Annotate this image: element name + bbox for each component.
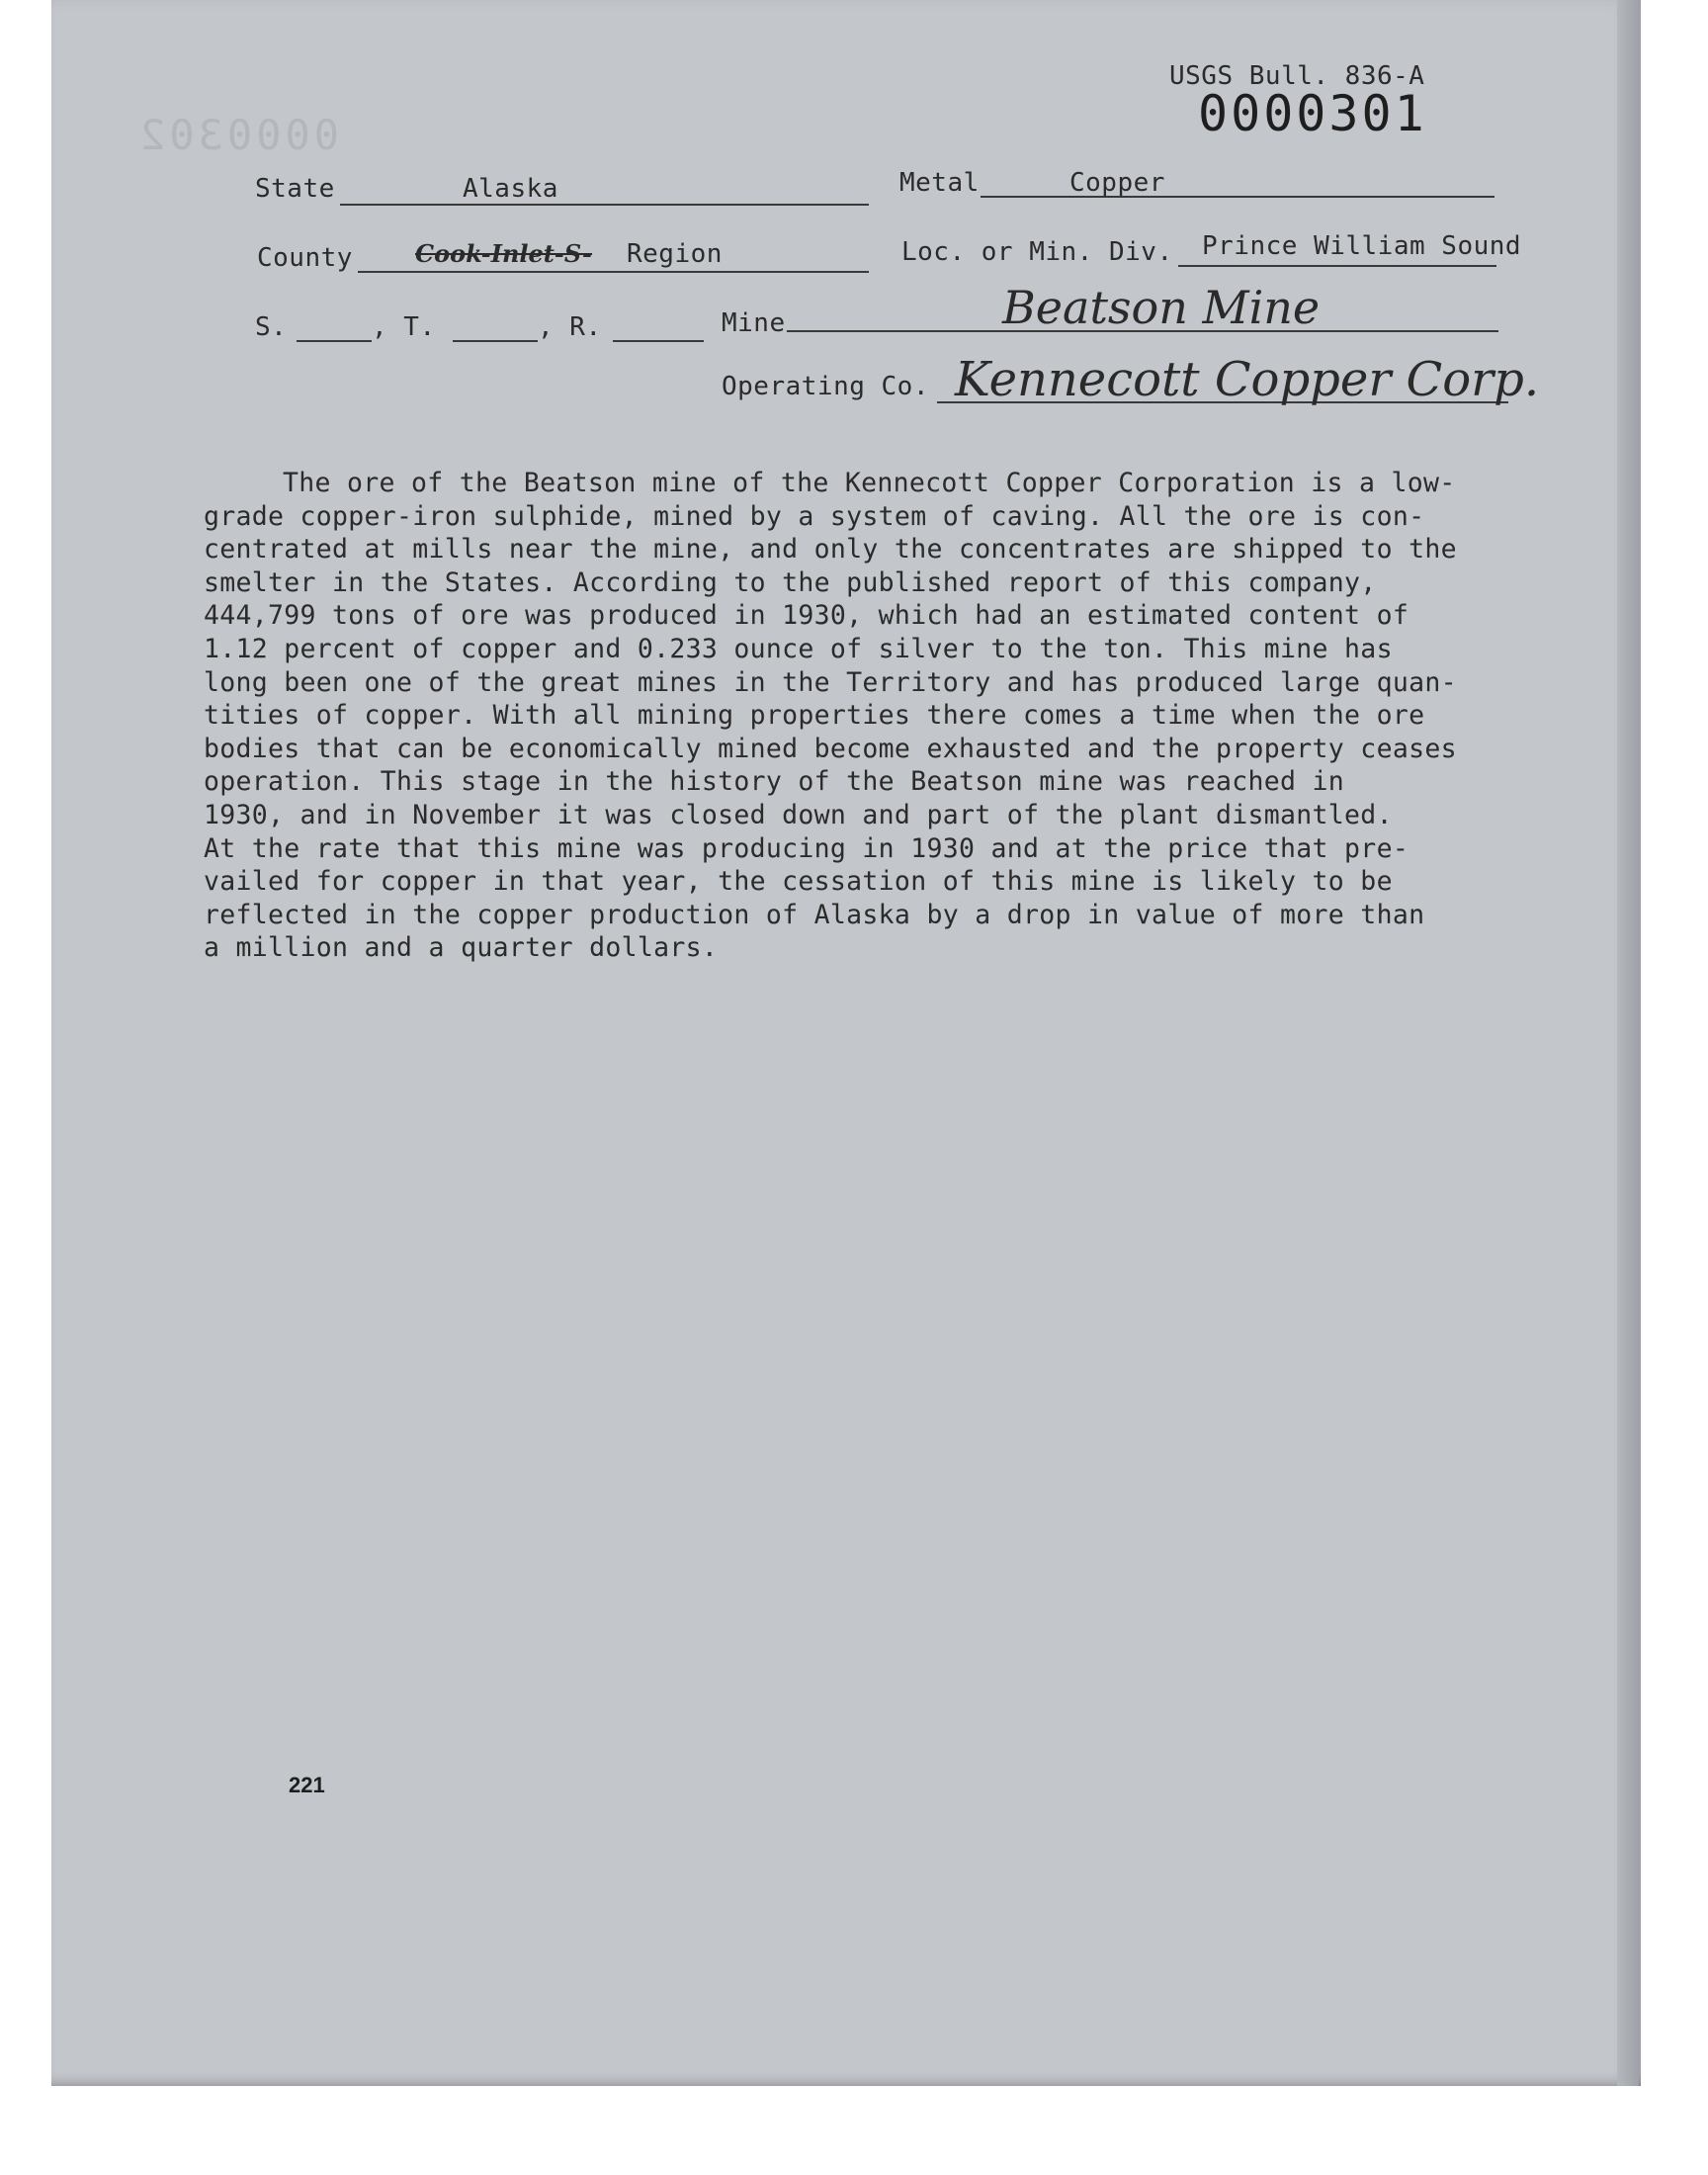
paragraph-line: At the rate that this mine was producing in 1930 and at the price that pre- [204, 832, 1409, 864]
mine-label: Mine [722, 308, 786, 338]
metal-value: Copper [1069, 168, 1165, 198]
state-value: Alaska [463, 174, 558, 204]
location-label: Loc. or Min. Div. [901, 237, 1173, 267]
range-underline [613, 340, 704, 342]
report-paragraph [204, 467, 1518, 965]
section-underline [297, 340, 372, 342]
location-underline [1178, 265, 1496, 267]
county-underline [358, 271, 869, 273]
operating-company-handwritten: Kennecott Copper Corp. [955, 352, 1540, 407]
county-label: County [257, 243, 353, 273]
paragraph-line: smelter in the States. According to the published report of this company, [204, 566, 1377, 598]
state-underline [340, 204, 869, 206]
paragraph-line: operation. This stage in the history of the Beatson mine was reached in [204, 766, 1345, 798]
metal-underline [981, 196, 1494, 198]
bulletin-reference: USGS Bull. 836-A [1169, 61, 1425, 91]
paragraph-line: grade copper-iron sulphide, mined by a system of caving. All the ore is con- [204, 500, 1425, 532]
sheet-edge-shadow [1617, 0, 1639, 2086]
paragraph-line: The ore of the Beatson mine of the Kennecott Copper Corporation is a low- [283, 468, 1456, 498]
stamped-document-number: 0000301 [1198, 85, 1427, 142]
paragraph-line: 1930, and in November it was closed down and part of the plant dismantled. [204, 799, 1393, 830]
state-label: State [255, 174, 335, 204]
paragraph-line: a million and a quarter dollars. [204, 932, 719, 964]
section-label: S. [255, 312, 288, 342]
operating-company-label: Operating Co. [722, 372, 929, 401]
page-number: 221 [289, 1773, 325, 1797]
paragraph-line: long been one of the great mines in the Territory and has produced large quan- [204, 666, 1457, 698]
metal-label: Metal [899, 168, 980, 198]
range-label: , R. [538, 312, 602, 342]
county-value: Region [627, 239, 723, 269]
paragraph-line: tities of copper. With all mining properties there comes a time when the ore [204, 700, 1425, 732]
paragraph-line: vailed for copper in that year, the cessation of this mine is likely to be [204, 866, 1393, 898]
scan-margin [0, 2086, 1708, 2175]
paragraph-line: 1.12 percent of copper and 0.233 ounce of silver to the ton. This mine has [204, 633, 1393, 664]
county-struck-handwritten: Cook-Inlet-S- [415, 239, 593, 268]
location-value: Prince William Sound [1202, 231, 1522, 261]
paragraph-line: 444,799 tons of ore was produced in 1930, which had an estimated content of [204, 600, 1409, 632]
township-label: , T. [372, 312, 436, 342]
paragraph-line: reflected in the copper production of Alaska by a drop in value of more than [204, 899, 1425, 930]
paragraph-line: centrated at mills near the mine, and only the concentrates are shipped to the [204, 534, 1457, 566]
mine-value-handwritten: Beatson Mine [1002, 281, 1321, 334]
township-underline [453, 340, 538, 342]
bleed-through-number: 0000302 [136, 111, 340, 159]
paragraph-line: bodies that can be economically mined become exhausted and the property ceases [204, 733, 1457, 764]
